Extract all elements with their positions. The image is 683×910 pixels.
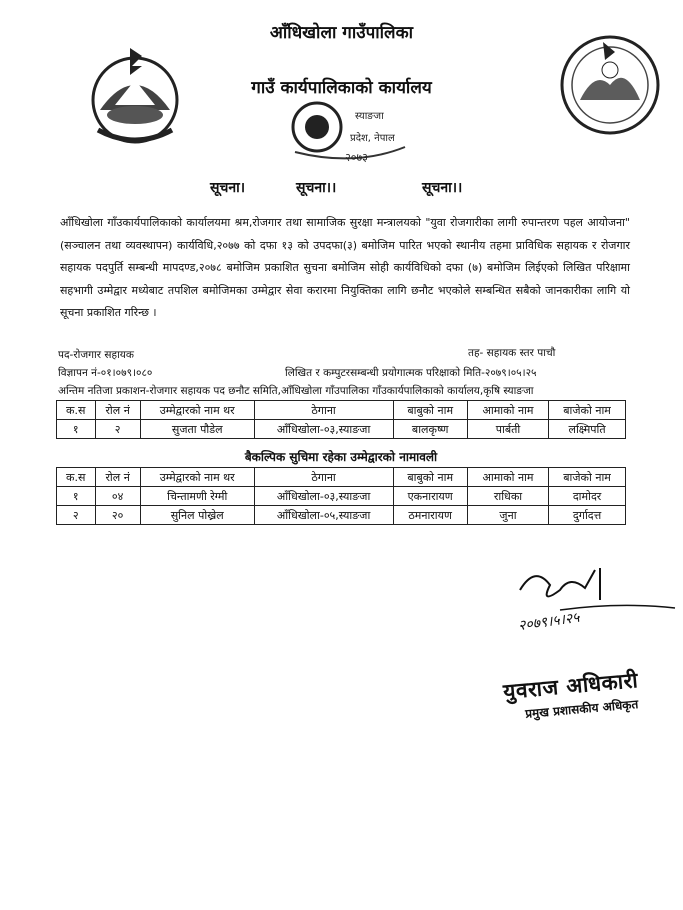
cell: राधिका: [467, 487, 548, 506]
cell: ०४: [95, 487, 140, 506]
col-address: ठेगाना: [254, 468, 393, 487]
cell: बालकृष्ण: [393, 420, 467, 439]
cell: आँधिखोला-०३,स्याङजा: [254, 420, 393, 439]
cell: २: [95, 420, 140, 439]
col-address: ठेगाना: [254, 401, 393, 420]
cell: १: [57, 487, 96, 506]
cell: दुर्गादत्त: [549, 506, 626, 525]
cell: आँधिखोला-०३,स्याङजा: [254, 487, 393, 506]
notice-paragraph: आँधिखोला गाँउकार्यपालिकाको कार्यालयमा श्रम,रोजगार तथा सामाजिक सुरक्षा मन्त्रालयको "युवा रोजगारीका लागी रुपान्तरण पहल आयोजना"(सञ्चालन तथा व्यवस्थापन) कार्यविधि,२०७७ को दफा १३ को उपदफा(३) बमोजिम पारित भएको स्थानीय तहमा प्राविधिक सहायक र रोजगार सहायक पदपुर्ति सम्बन्धी मापदण्ड,२०७८ बमोजिम प्रकाशित सुचना बमोजिम सोही कार्यविधिको दफा (७) बमोजिम लिईएको लिखित परिक्षामा सहभागी उम्मेद्वार मध्येबाट तपशिल बमोजिमका उम्मेद्वार सेवा करारमा नियुक्तिका लागि छनौट भएकोले सम्बन्धित सबैको जानकारीका लागि यो सूचना प्रकाशित गरिन्छ ।: [60, 216, 630, 319]
officer-title: प्रमुख प्रशासकीय अधिकृत: [524, 697, 639, 721]
stamp-province: प्रदेश, नेपाल: [350, 133, 395, 144]
table-row: [57, 487, 626, 506]
cell: सुनिल पोख्रेल: [140, 506, 254, 525]
col-mother: आमाको नाम: [467, 401, 548, 420]
stamp-year: २०७३: [345, 151, 368, 164]
post-label: पद-रोजगार सहायक: [58, 349, 134, 361]
cell: लक्ष्मिपति: [549, 420, 626, 439]
col-name: उम्मेद्वारको नाम थर: [140, 468, 254, 487]
stamp-district: स्याङजा: [355, 111, 384, 122]
cell: २०: [95, 506, 140, 525]
notice-heading-2: सूचना।।: [296, 180, 337, 196]
cell: आँधिखोला-०५,स्याङजा: [254, 506, 393, 525]
signature-date: २०७९।५।२५: [517, 609, 581, 635]
officer-name: युवराज अधिकारी: [502, 668, 640, 704]
col-grandfather: बाजेको नाम: [549, 468, 626, 487]
alternate-list-title: बैकल्पिक सुचिमा रहेका उम्मेद्वारको नामावली: [244, 450, 438, 464]
cell: सुजता पौडेल: [140, 420, 254, 439]
table-row: [57, 420, 626, 439]
col-father: बाबुको नाम: [393, 401, 467, 420]
advert-number: विज्ञापन नं-०१।०७९।०८०: [58, 367, 153, 379]
col-sn: क.स: [57, 401, 96, 420]
col-grandfather: बाजेको नाम: [549, 401, 626, 420]
alternate-candidates-table: [56, 467, 626, 525]
col-roll: रोल नं: [95, 468, 140, 487]
col-roll: रोल नं: [95, 401, 140, 420]
cell: एकनारायण: [393, 487, 467, 506]
col-sn: क.स: [57, 468, 96, 487]
cell: दामोदर: [549, 487, 626, 506]
col-name: उम्मेद्वारको नाम थर: [140, 401, 254, 420]
table-row: [57, 506, 626, 525]
table-header-row: [57, 401, 626, 420]
notice-heading-1: सूचना।: [210, 180, 246, 196]
cell: ठमनारायण: [393, 506, 467, 525]
col-father: बाबुको नाम: [393, 468, 467, 487]
cell: चिन्तामणी रेग्मी: [140, 487, 254, 506]
cell: १: [57, 420, 96, 439]
office-name: गाउँ कार्यपालिकाको कार्यालय: [251, 78, 432, 98]
exam-date: लिखित र कम्पुटरसम्बन्धी प्रयोगात्मक परिक्षाको मिति-२०७९।०५।२५: [285, 367, 537, 379]
level-label: तह- सहायक स्तर पाचौ: [468, 347, 556, 359]
selected-candidates-table: [56, 400, 626, 439]
cell: पार्बती: [467, 420, 548, 439]
result-line: अन्तिम नतिजा प्रकाशन-रोजगार सहायक पद छनौट समिति,आँधिखोला गाँउपालिका गाँउकार्यपालिकाको कार्यालय,कृषि स्याङजा: [58, 385, 534, 397]
cell: २: [57, 506, 96, 525]
notice-heading-3: सूचना।।: [422, 180, 463, 196]
municipality-name: आँधिखोला गाउँपालिका: [269, 23, 414, 43]
col-mother: आमाको नाम: [467, 468, 548, 487]
cell: जुना: [467, 506, 548, 525]
table-header-row: [57, 468, 626, 487]
